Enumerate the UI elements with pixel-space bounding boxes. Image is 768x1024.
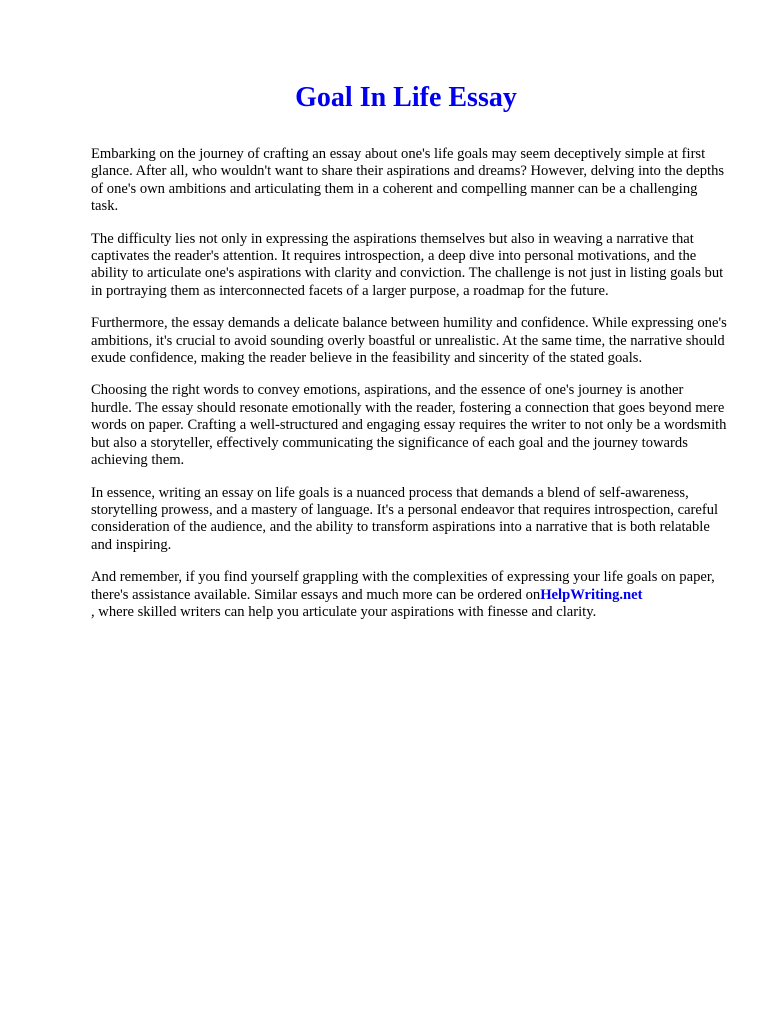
essay-paragraph-final <box>91 569 727 621</box>
final-text-before-link: And remember, if you find yourself grappling with the complexities of expressing your life goals on paper, there's assistance available. Similar essays and much more can be ordered on <box>91 569 715 603</box>
essay-paragraph-3: Furthermore, the essay demands a delicate balance between humility and confidence. While expressing one's ambitions, it's crucial to avoid sounding overly boastful or unrealistic. At the same time, the narrative should exude confidence, making the reader believe in the feasibility and sincerity of the stated goals. <box>91 315 727 367</box>
essay-paragraph-4: Choosing the right words to convey emotions, aspirations, and the essence of one's journey is another hurdle. The essay should resonate emotionally with the reader, fostering a connection that goes beyond mere words on paper. Crafting a well-structured and engaging essay requires the writer to not only be a wordsmith but also a storyteller, effectively communicating the significance of each goal and the journey towards achieving them. <box>91 382 727 469</box>
essay-paragraph-2: The difficulty lies not only in expressing the aspirations themselves but also in weaving a narrative that captivates the reader's attention. It requires introspection, a deep dive into personal motivations, and the ability to articulate one's aspirations with clarity and conviction. The challenge is not just in listing goals but in portraying them as interconnected facets of a larger purpose, a roadmap for the future. <box>91 230 724 299</box>
page-title: Goal In Life Essay <box>295 82 517 113</box>
essay-paragraph-1: Embarking on the journey of crafting an essay about one's life goals may seem deceptively simple at first glance. After all, who wouldn't want to share their aspirations and dreams? However, delving into the depths of one's own ambitions and articulating them in a coherent and compelling manner can be a challenging task. <box>91 146 725 215</box>
essay-body <box>91 146 727 636</box>
essay-paragraph-5: In essence, writing an essay on life goals is a nuanced process that demands a blend of self-awareness, storytelling prowess, and a mastery of language. It's a personal endeavor that requires introspection, careful consideration of the audience, and the ability to transform aspirations into a narrative that is both relatable and inspiring. <box>91 484 719 553</box>
final-text-after-link: , where skilled writers can help you articulate your aspirations with finesse and clarity. <box>91 603 597 620</box>
helpwriting-link[interactable]: HelpWriting.net <box>540 586 643 603</box>
